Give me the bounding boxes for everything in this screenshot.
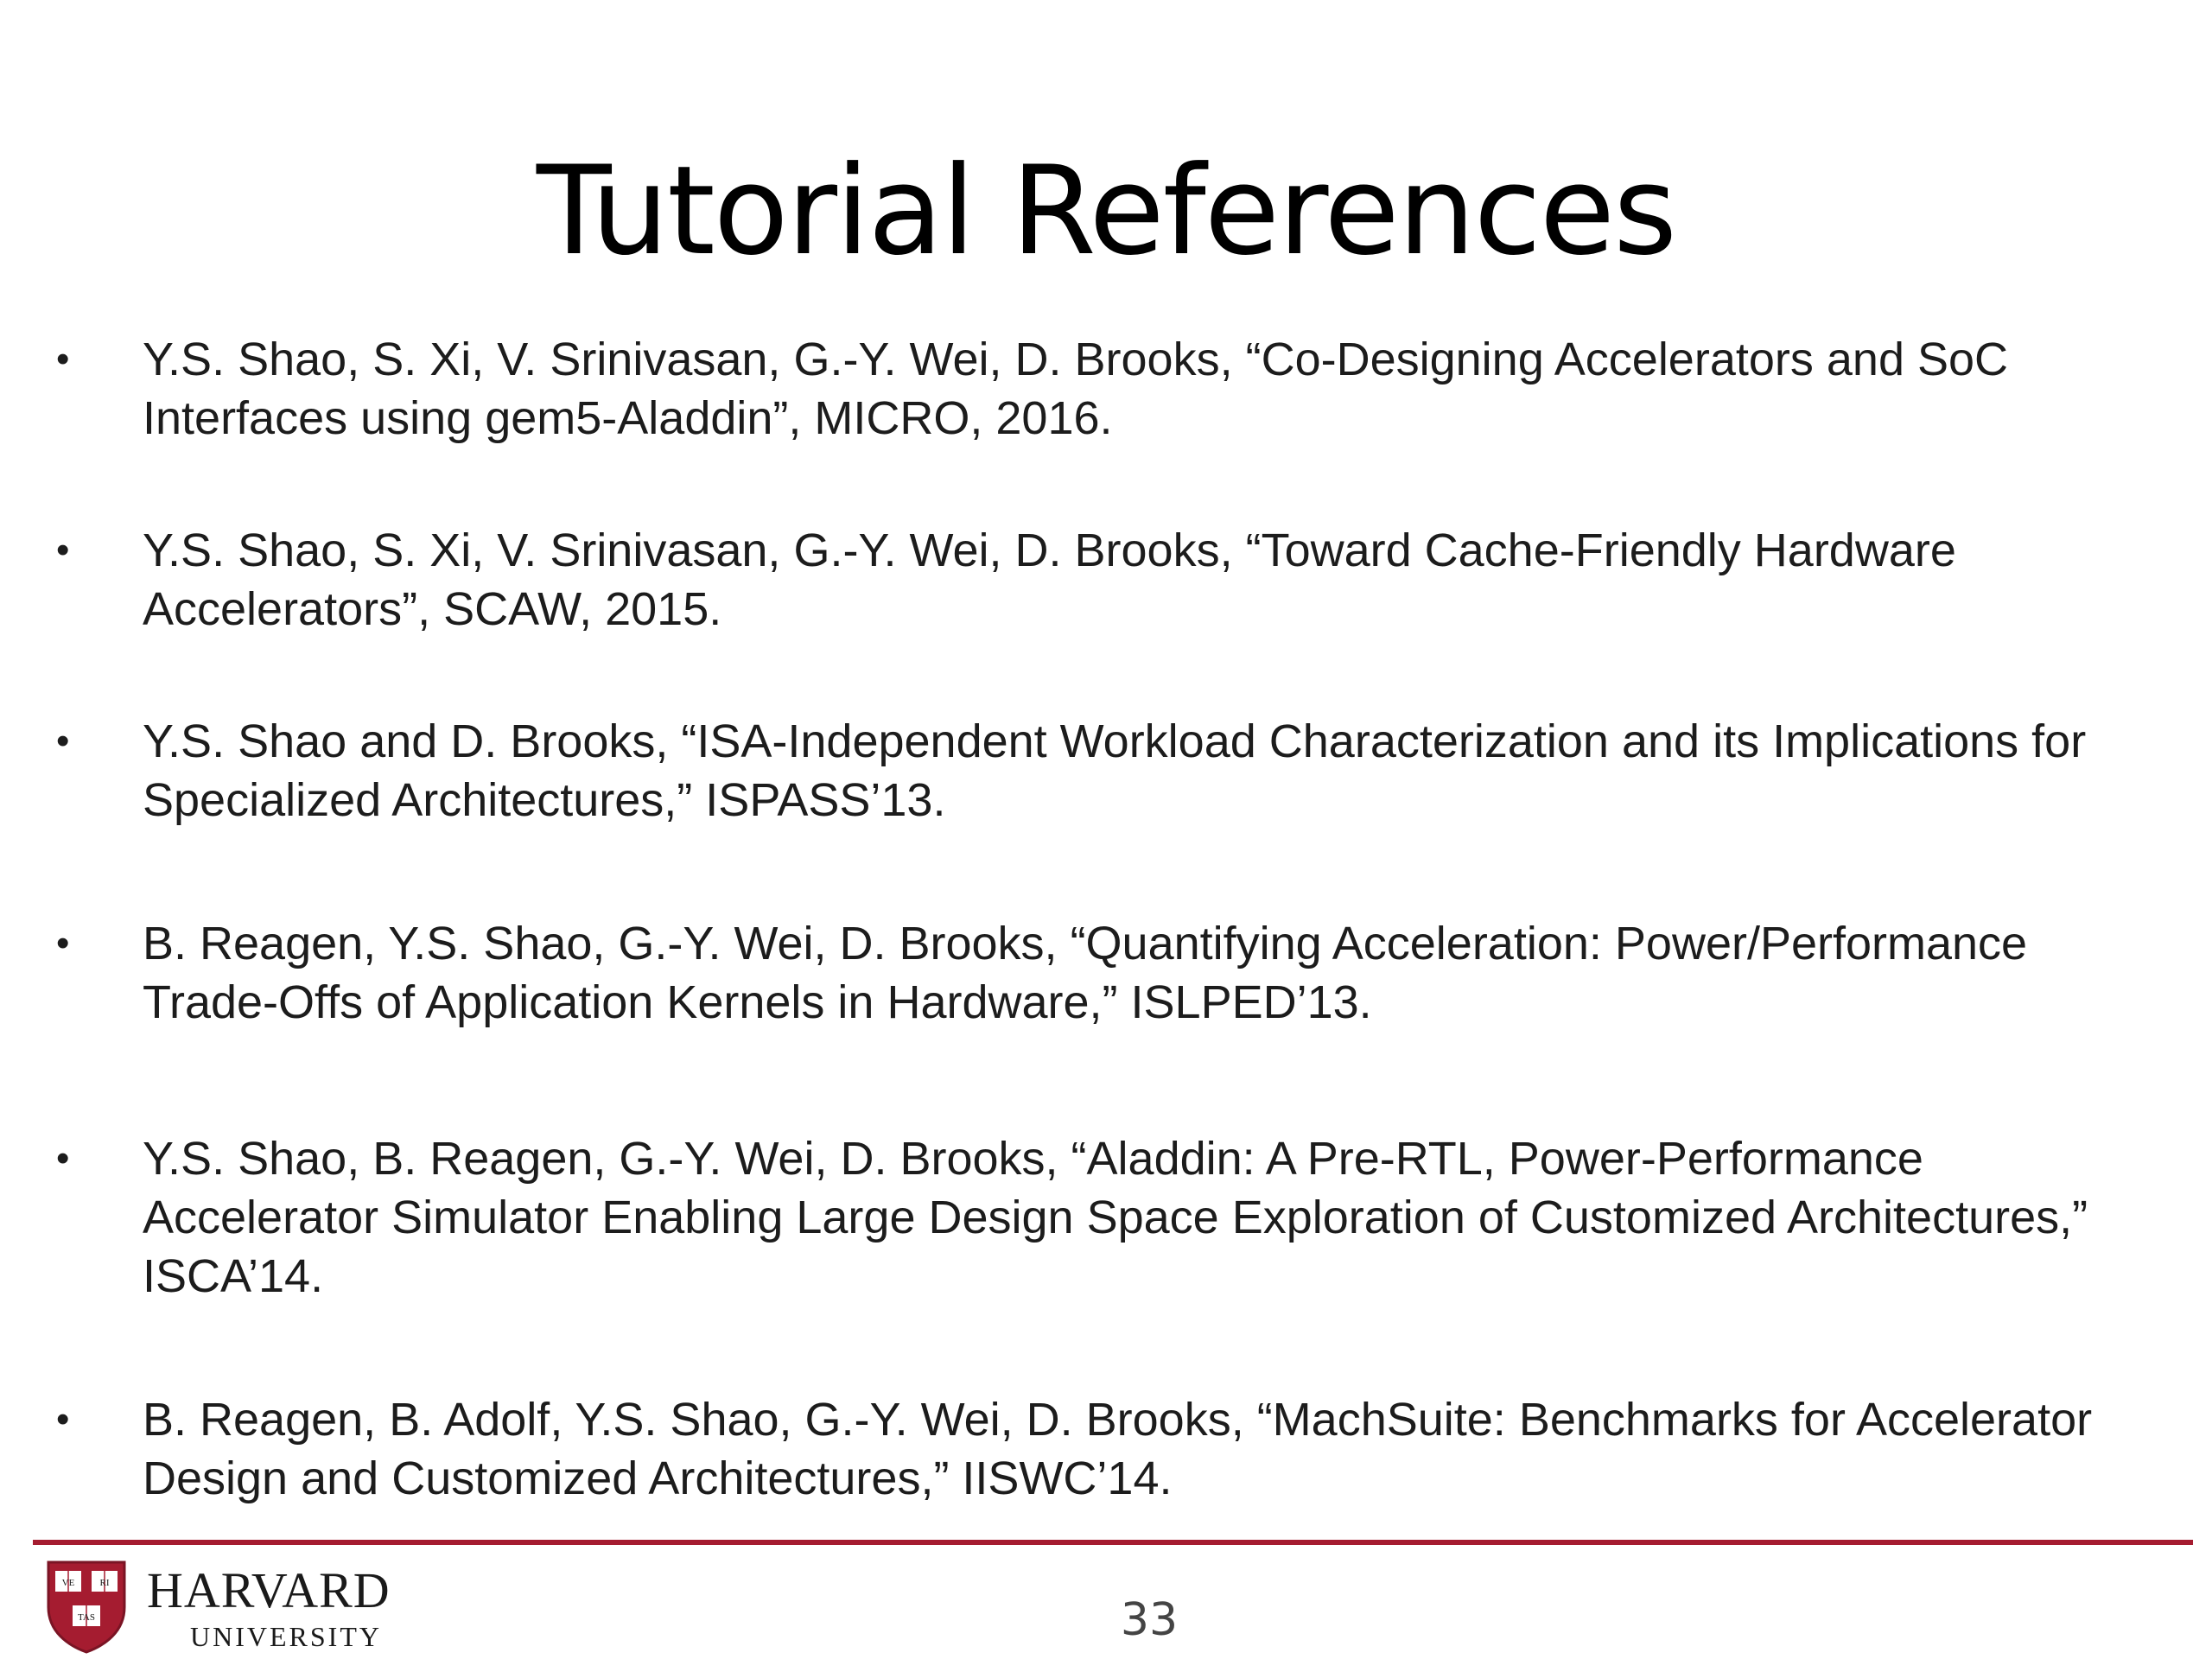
reference-text: Y.S. Shao, S. Xi, V. Srinivasan, G.-Y. Wei, D. Brooks, “Toward Cache-Friendly Hardware Accelerators”, SCAW, 2015.: [143, 524, 1956, 635]
reference-item: [56, 914, 2156, 1032]
shield-letters-ve: VE: [61, 1578, 75, 1588]
harvard-shield-icon: [45, 1559, 128, 1656]
harvard-logo: [45, 1555, 442, 1659]
reference-item: [56, 330, 2156, 448]
reference-text: Y.S. Shao, B. Reagen, G.-Y. Wei, D. Brooks, “Aladdin: A Pre-RTL, Power-Performance Accelerator Simulator Enabling Large Design Space Exploration of Customized Architectures,” ISCA’14.: [143, 1133, 2088, 1302]
page-number: 33: [1120, 1594, 1179, 1646]
shield-letters-tas: TAS: [78, 1612, 95, 1623]
slide-title: Tutorial References: [536, 140, 1676, 283]
logo-wordmark: HARVARD: [147, 1562, 391, 1618]
reference-item: [56, 712, 2156, 830]
bullet-glyph: •: [56, 1137, 70, 1179]
logo-subtitle: UNIVERSITY: [190, 1621, 382, 1652]
reference-text: Y.S. Shao, S. Xi, V. Srinivasan, G.-Y. Wei, D. Brooks, “Co-Designing Accelerators and SoC Interfaces using gem5-Aladdin”, MICRO, 2016.: [143, 334, 2009, 444]
reference-item: [56, 1390, 2156, 1508]
reference-item: [56, 521, 2156, 639]
bullet-glyph: •: [56, 922, 70, 964]
bullet-glyph: •: [56, 720, 70, 762]
footer-divider: [33, 1540, 2193, 1545]
bullet-glyph: •: [56, 338, 70, 380]
shield-letters-ri: RI: [99, 1578, 110, 1588]
reference-text: B. Reagen, Y.S. Shao, G.-Y. Wei, D. Brooks, “Quantifying Acceleration: Power/Performance Trade-Offs of Application Kernels in Hardware,” ISLPED’13.: [143, 918, 2028, 1028]
bullet-glyph: •: [56, 1398, 70, 1440]
bullet-glyph: •: [56, 529, 70, 571]
reference-item: [56, 1129, 2156, 1306]
reference-text: B. Reagen, B. Adolf, Y.S. Shao, G.-Y. Wei, D. Brooks, “MachSuite: Benchmarks for Accelerator Design and Customized Architectures,” IISWC’14.: [143, 1394, 2093, 1504]
reference-text: Y.S. Shao and D. Brooks, “ISA-Independent Workload Characterization and its Implications for Specialized Architectures,” ISPASS’13.: [143, 715, 2087, 826]
